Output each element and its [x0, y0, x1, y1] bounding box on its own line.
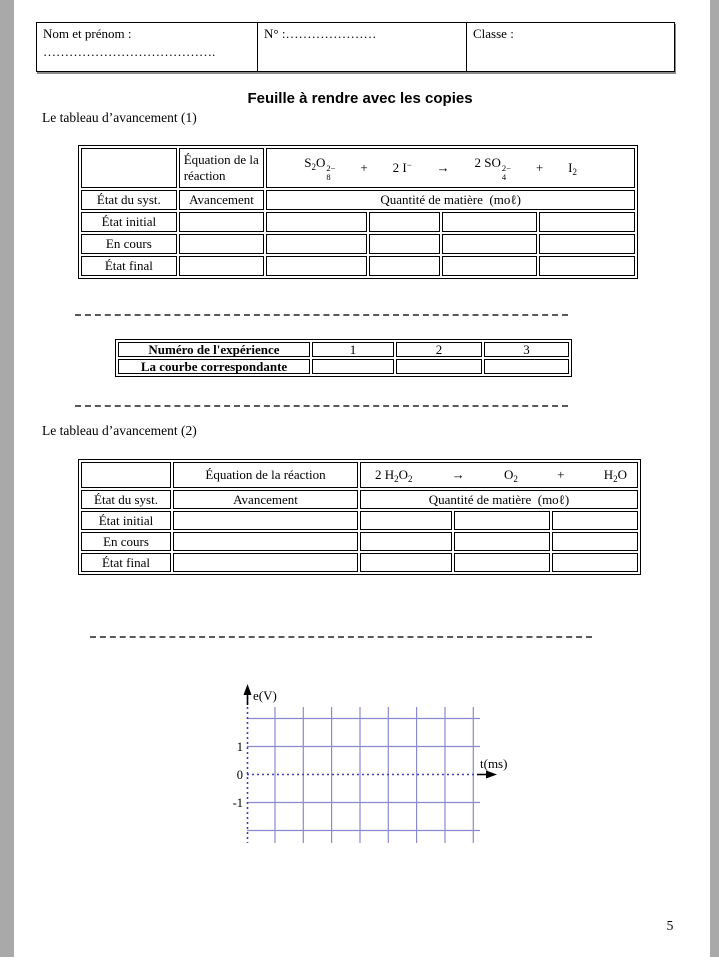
class-cell: Classe :: [467, 23, 675, 72]
blank-cell: [539, 234, 635, 254]
curve-label: La courbe correspondante: [118, 359, 310, 374]
number-cell: N° :…………………: [258, 23, 467, 72]
table-row: [118, 359, 569, 374]
blank-cell: [454, 511, 550, 530]
axis-arrows: [244, 684, 498, 779]
equation-header-label: Équation de la réaction: [173, 462, 358, 488]
quantity-header-label: Quantité de matière (moℓ): [360, 490, 638, 509]
blank-cell: [454, 553, 550, 572]
experiment-number-label: Numéro de l'expérience: [118, 342, 310, 357]
section1-heading: Le tableau d’avancement (1): [42, 110, 197, 125]
experiment-1: 1: [312, 342, 394, 357]
advancement-table-1: [78, 145, 638, 279]
row-label-final: État final: [81, 256, 177, 276]
blank-cell: [442, 212, 538, 232]
name-label: Nom et prénom :: [43, 26, 132, 41]
blank-cell: [484, 359, 569, 374]
table-row: [81, 256, 635, 276]
experiment-2: 2: [396, 342, 482, 357]
blank-cell: [179, 234, 265, 254]
blank-cell: [312, 359, 394, 374]
equation-cell: [360, 462, 638, 488]
voltage-time-plot-grid: [225, 683, 515, 848]
table-row: [81, 511, 638, 530]
blank-cell: [179, 212, 265, 232]
state-header-label: État du syst.: [81, 190, 177, 210]
y-arrow-head-icon: [244, 684, 252, 695]
dashed-separator: [75, 314, 568, 316]
y-tick-neg1: -1: [232, 796, 243, 810]
blank-cell: [369, 256, 440, 276]
table-row: [81, 553, 638, 572]
empty-corner-cell: [81, 148, 177, 188]
experiment-3: 3: [484, 342, 569, 357]
blank-cell: [173, 532, 358, 551]
blank-cell: [173, 511, 358, 530]
student-info-table: [36, 22, 675, 72]
blank-cell: [360, 553, 452, 572]
name-cell: [37, 23, 258, 72]
chemical-equation-2: 2 $H_2O_2$ → $O_2$ + $H_2O$: [375, 467, 627, 484]
table-row: [118, 342, 569, 357]
y-tick-1: 1: [236, 740, 243, 754]
table-row: [81, 212, 635, 232]
x-axis-label: t(ms): [480, 756, 508, 771]
blank-cell: [454, 532, 550, 551]
blank-cell: [266, 256, 367, 276]
state-header-label: État du syst.: [81, 490, 171, 509]
dashed-separator: [90, 636, 592, 638]
row-label-initial: État initial: [81, 511, 171, 530]
chemical-equation-1: $S_2O$ 2− 8 + 2 I− → 2 SO 2− 4 + $I_2$: [304, 155, 577, 182]
page-title: Feuille à rendre avec les copies: [247, 90, 473, 107]
section2-heading: Le tableau d’avancement (2): [42, 423, 197, 438]
blank-cell: [442, 234, 538, 254]
left-margin-strip: [0, 0, 14, 957]
y-tick-0: 0: [236, 768, 243, 782]
blank-cell: [266, 234, 367, 254]
y-axis-label: e(V): [253, 688, 277, 703]
blank-cell: [173, 553, 358, 572]
empty-corner-cell: [81, 462, 171, 488]
blank-cell: [369, 212, 440, 232]
blank-cell: [442, 256, 538, 276]
equation-header-label: Équation de la réaction: [179, 148, 265, 188]
page-number: 5: [666, 918, 674, 933]
avancement-header-label: Avancement: [179, 190, 265, 210]
row-label-encours: En cours: [81, 234, 177, 254]
equation-cell: [266, 148, 635, 188]
advancement-table-2: [78, 459, 641, 575]
row-label-initial: État initial: [81, 212, 177, 232]
blank-cell: [360, 532, 452, 551]
avancement-header-label: Avancement: [173, 490, 358, 509]
right-margin-strip: [710, 0, 719, 957]
row-label-encours: En cours: [81, 532, 171, 551]
blank-cell: [539, 212, 635, 232]
blank-cell: [552, 553, 638, 572]
blank-cell: [266, 212, 367, 232]
x-arrow-head-icon: [486, 771, 497, 779]
blank-cell: [552, 511, 638, 530]
blank-cell: [369, 234, 440, 254]
quantity-header-label: Quantité de matière (moℓ): [266, 190, 635, 210]
table-row: [81, 234, 635, 254]
blank-cell: [539, 256, 635, 276]
table-row: [81, 532, 638, 551]
blank-cell: [552, 532, 638, 551]
experiment-curve-table: [115, 339, 572, 377]
blank-cell: [360, 511, 452, 530]
blank-cell: [396, 359, 482, 374]
row-label-final: État final: [81, 553, 171, 572]
blank-cell: [179, 256, 265, 276]
name-dotted-line: ………………………………….: [43, 43, 216, 59]
dashed-separator: [75, 405, 568, 407]
